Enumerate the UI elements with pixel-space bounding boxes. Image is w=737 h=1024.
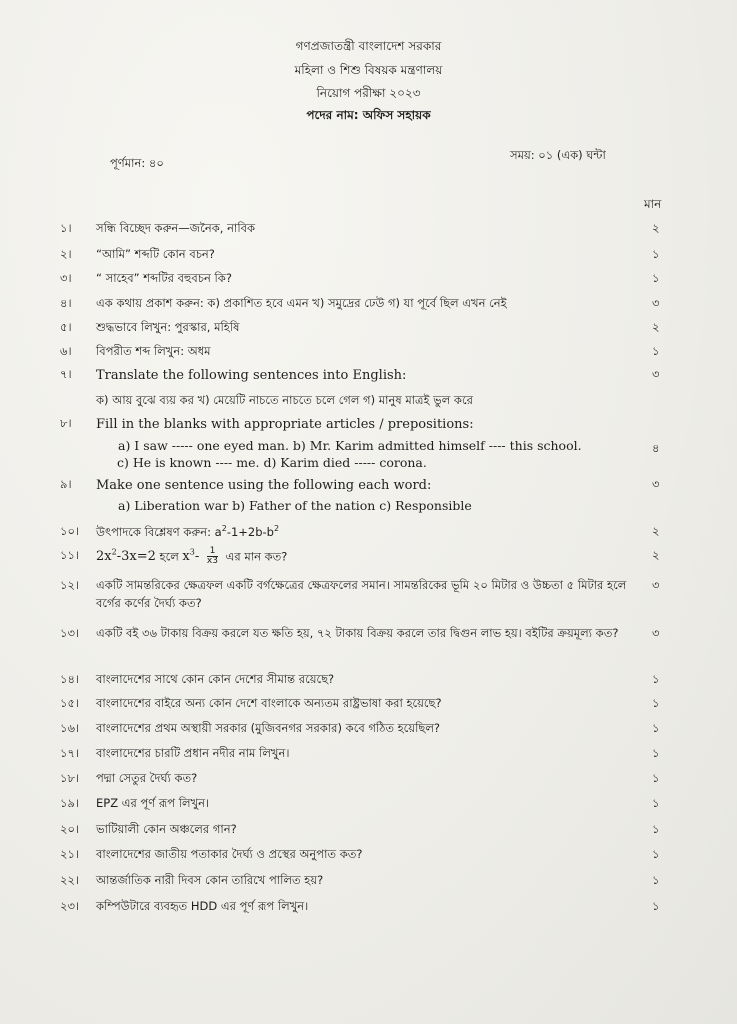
- question-text: বিপরীত শব্দ লিখুন: অধম: [96, 344, 211, 358]
- q11-lhs: $2x^2-3x=2$: [96, 548, 156, 565]
- q8-line-2: c) He is known ---- me. d) Karim died ----- corona.: [117, 455, 427, 470]
- question-number: ২১।: [60, 847, 80, 861]
- question-mark: ৩: [652, 367, 660, 381]
- header-ministry: মহিলা ও শিশু বিষয়ক মন্ত্রণালয়: [294, 63, 443, 77]
- question-number: ১১।: [60, 548, 80, 562]
- question-number: ৩।: [60, 271, 72, 285]
- question-text: EPZ এর পূর্ণ রূপ লিখুন।: [96, 796, 210, 810]
- question-text: শুদ্ধভাবে লিখুন: পুরস্কার, মহিষি: [96, 320, 240, 334]
- question-number: ২৩।: [60, 899, 80, 913]
- question-mark: ৩: [652, 626, 660, 640]
- question-mark: ১: [652, 746, 660, 760]
- question-number: ১৩।: [60, 626, 80, 640]
- question-mark: ৩: [652, 296, 660, 310]
- question-number: ২।: [60, 247, 72, 261]
- question-mark: ২: [652, 221, 660, 235]
- question-number: ১০।: [60, 524, 80, 538]
- question-text: বাংলাদেশের জাতীয় পতাকার দৈর্ঘ্য ও প্রস্থের অনুপাত কত?: [96, 847, 363, 861]
- q10-expression: $a^2-1+2b-b^2$: [214, 524, 280, 539]
- question-text: বাংলাদেশের সাথে কোন কোন দেশের সীমান্ত রয়েছে?: [96, 672, 335, 686]
- question-text: [96, 523, 646, 542]
- question-mark: ১: [652, 672, 660, 686]
- question-number: ১৪।: [60, 672, 80, 686]
- question-number: ১৯।: [60, 796, 80, 810]
- question-mark: ১: [652, 721, 660, 735]
- q11-fraction: $\frac{1}{x3}$: [206, 546, 218, 567]
- question-text: ভাটিয়ালী কোন অঞ্চলের গান?: [96, 822, 237, 836]
- question-number: ৬।: [60, 344, 72, 358]
- question-number: ৫।: [60, 320, 72, 334]
- question-mark: ১: [652, 696, 660, 710]
- question-mark: ৩: [652, 578, 660, 592]
- question-mark: ২: [652, 320, 660, 334]
- q11-rhs: $x^3-$: [182, 548, 200, 565]
- question-text: Fill in the blanks with appropriate articles / prepositions:: [96, 417, 474, 432]
- question-text: বাংলাদেশের প্রথম অস্থায়ী সরকার (মুজিবনগর সরকার) কবে গঠিত হয়েছিল?: [96, 721, 440, 735]
- question-mark: ৩: [652, 477, 660, 491]
- question-text: আন্তর্জাতিক নারী দিবস কোন তারিখে পালিত হয়?: [96, 873, 324, 887]
- question-mark: ৪: [652, 441, 660, 455]
- question-number: ১৭।: [60, 746, 80, 760]
- exam-time: সময়: ০১ (এক) ঘন্টা: [510, 148, 606, 162]
- question-mark: ২: [652, 524, 660, 538]
- question-text: বাংলাদেশের চারটি প্রধান নদীর নাম লিখুন।: [96, 746, 290, 760]
- question-mark: ১: [652, 271, 660, 285]
- question-text: এক কথায় প্রকাশ করুন: ক) প্রকাশিত হবে এমন খ) সমুদ্রের ঢেউ গ) যা পূর্বে ছিল এখন নেই: [96, 296, 507, 310]
- question-number: ১।: [60, 221, 72, 235]
- question-mark: ১: [652, 344, 660, 358]
- question-mark: ১: [652, 873, 660, 887]
- question-text: একটি বই ৩৬ টাকায় বিক্রয় করলে যত ক্ষতি হয়, ৭২ টাকায় বিক্রয় করলে তার দ্বিগুন লাভ হয়। বইটির ক্রয়মূল্য কত?: [96, 626, 619, 640]
- question-mark: ১: [652, 247, 660, 261]
- question-text: কম্পিউটারে ব্যবহৃত HDD এর পূর্ণ রূপ লিখুন।: [96, 899, 309, 913]
- q9-words: a) Liberation war b) Father of the nation c) Responsible: [118, 498, 472, 513]
- question-number: ১৮।: [60, 771, 80, 785]
- question-text: সন্ধি বিচ্ছেদ করুন—জনৈক, নাবিক: [96, 221, 256, 235]
- question-text: $2x^2-3x=2$ হলে $x^3-$ $\frac{1}{x3}$ এর মান কত?: [96, 546, 288, 567]
- question-text: বাংলাদেশের বাইরে অন্য কোন দেশে বাংলাকে অন্যতম রাষ্ট্রভাষা করা হয়েছে?: [96, 696, 442, 710]
- question-text: পদ্মা সেতুর দৈর্ঘ্য কত?: [96, 771, 198, 785]
- question-number: ৯।: [60, 477, 72, 491]
- question-mark: ১: [652, 847, 660, 861]
- question-number: ২২।: [60, 873, 80, 887]
- question-number: ১২।: [60, 578, 80, 592]
- question-number: ৮।: [60, 416, 72, 430]
- q10-instruction: উৎপাদকে বিশ্লেষণ করুন:: [96, 524, 211, 539]
- marks-column-heading: মান: [644, 197, 662, 211]
- question-number: ১৬।: [60, 721, 80, 735]
- question-mark: ১: [652, 899, 660, 913]
- question-number: ১৫।: [60, 696, 80, 710]
- question-text: Make one sentence using the following each word:: [96, 478, 432, 493]
- question-number: ৭।: [60, 367, 72, 381]
- question-text: “ সাহেব” শব্দটির বহুবচন কি?: [96, 271, 232, 285]
- question-mark: ১: [652, 796, 660, 810]
- question-number: ৪।: [60, 296, 72, 310]
- question-mark: ১: [652, 771, 660, 785]
- header-exam: নিয়োগ পরীক্ষা ২০২৩: [316, 86, 421, 100]
- question-mark: ১: [652, 822, 660, 836]
- full-marks: পূর্ণমান: ৪০: [110, 156, 164, 170]
- q8-line-1: a) I saw ----- one eyed man. b) Mr. Karim admitted himself ---- this school.: [118, 438, 582, 453]
- question-mark: ২: [652, 548, 660, 562]
- question-number: ২০।: [60, 822, 80, 836]
- header-post-name: পদের নাম: অফিস সহায়ক: [306, 108, 431, 122]
- header-government: গণপ্রজাতন্ত্রী বাংলাদেশ সরকার: [295, 39, 442, 53]
- question-text: একটি সামন্তরিকের ক্ষেত্রফল একটি বর্গক্ষেত্রের ক্ষেত্রফলের সমান। সামন্তরিকের ভূমি ২০ মিটার ও উচ্চতা ৫ মিটার হলে বর্গের কর্ণের দৈর্ঘ্য কত?: [96, 578, 627, 610]
- question-text: Translate the following sentences into English:: [96, 368, 407, 383]
- q7-sentences: ক) আয় বুঝে ব্যয় কর খ) মেয়েটি নাচতে নাচতে চলে গেল গ) মানুষ মাত্রই ভুল করে: [96, 393, 473, 407]
- question-text: “আমি” শব্দটি কোন বচন?: [96, 247, 215, 261]
